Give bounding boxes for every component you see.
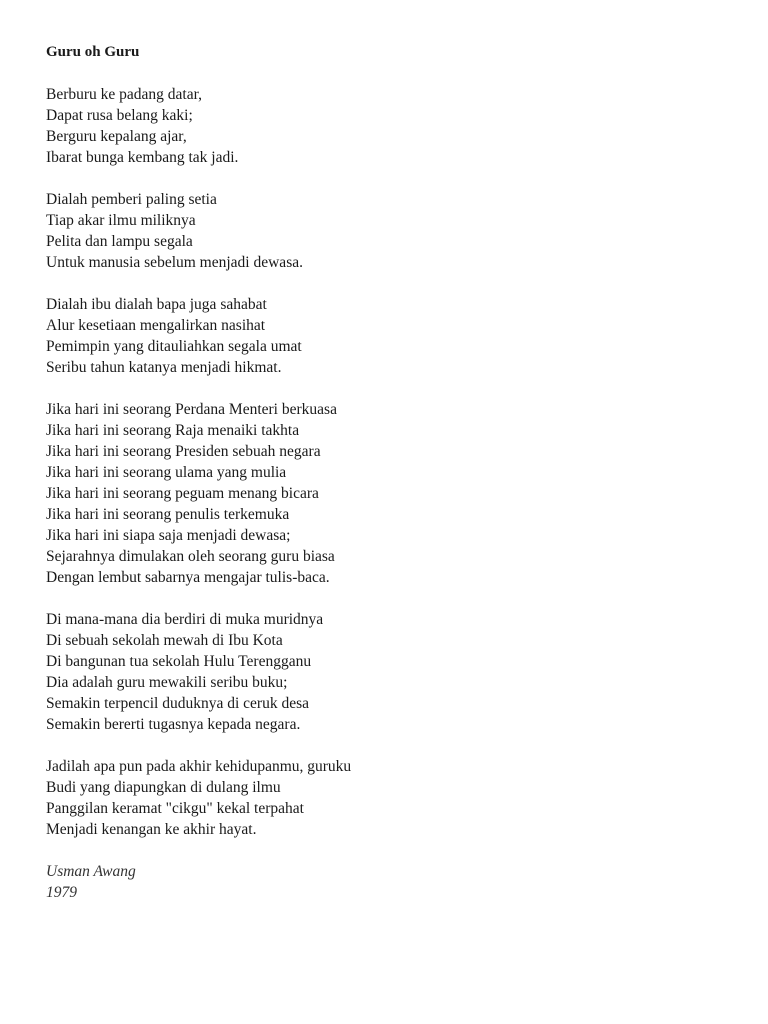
poem-line: Dialah pemberi paling setia [46,191,217,208]
poem-line: Jadilah apa pun pada akhir kehidupanmu, guruku [46,758,352,775]
poem-author: Usman Awang [46,863,136,880]
poem-line: Alur kesetiaan mengalirkan nasihat [46,317,266,334]
poem-line: Sejarahnya dimulakan oleh seorang guru biasa [46,548,335,565]
poem-line: Tiap akar ilmu miliknya [46,212,196,229]
poem-line: Semakin bererti tugasnya kepada negara. [46,716,301,733]
poem-page [46,42,726,903]
poem-line: Ibarat bunga kembang tak jadi. [46,149,239,166]
poem-line: Jika hari ini seorang peguam menang bicara [46,485,319,502]
poem-line: Budi yang diapungkan di dulang ilmu [46,779,281,796]
poem-title: Guru oh Guru [46,44,140,60]
stanza-2 [46,189,726,273]
poem-line: Menjadi kenangan ke akhir hayat. [46,821,257,838]
poem-line: Seribu tahun katanya menjadi hikmat. [46,359,282,376]
stanza-1 [46,84,726,168]
poem-line: Jika hari ini seorang Raja menaiki takhta [46,422,300,439]
stanza-6 [46,756,726,840]
poem-line: Di mana-mana dia berdiri di muka muridnya [46,611,324,628]
poem-line: Berburu ke padang datar, [46,86,203,103]
poem-line: Dia adalah guru mewakili seribu buku; [46,674,288,691]
poem-line: Pelita dan lampu segala [46,233,193,250]
stanza-3 [46,294,726,378]
poem-year: 1979 [46,884,77,901]
poem-line: Di sebuah sekolah mewah di Ibu Kota [46,632,283,649]
poem-line: Jika hari ini seorang penulis terkemuka [46,506,290,523]
poem-line: Berguru kepalang ajar, [46,128,187,145]
stanza-5 [46,609,726,735]
poem-line: Semakin terpencil duduknya di ceruk desa [46,695,309,712]
poem-line: Pemimpin yang ditauliahkan segala umat [46,338,302,355]
stanza-4 [46,399,726,588]
poem-line: Jika hari ini seorang ulama yang mulia [46,464,287,481]
poem-line: Dialah ibu dialah bapa juga sahabat [46,296,267,313]
poem-line: Jika hari ini siapa saja menjadi dewasa; [46,527,291,544]
poem-line: Untuk manusia sebelum menjadi dewasa. [46,254,303,271]
poem-line: Panggilan keramat "cikgu" kekal terpahat [46,800,304,817]
poem-line: Jika hari ini seorang Presiden sebuah negara [46,443,321,460]
poem-line: Jika hari ini seorang Perdana Menteri berkuasa [46,401,337,418]
poem-line: Dengan lembut sabarnya mengajar tulis-baca. [46,569,330,586]
poem-line: Dapat rusa belang kaki; [46,107,193,124]
poem-line: Di bangunan tua sekolah Hulu Terengganu [46,653,312,670]
